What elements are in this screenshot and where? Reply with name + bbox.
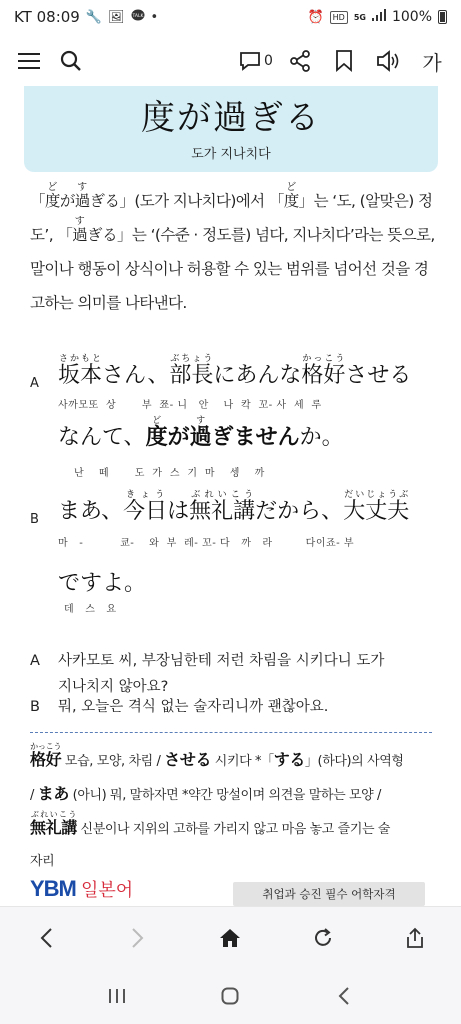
dialog-b-line1-reading: 마 - 쿄- 와 부 레- 꼬- 다 까 라 다이죠- 부	[58, 538, 355, 549]
font-size-button[interactable]	[415, 41, 449, 81]
share-out-button[interactable]	[392, 915, 438, 961]
system-home-icon	[221, 987, 239, 1005]
comment-button[interactable]	[239, 41, 273, 81]
search-button[interactable]	[54, 41, 88, 81]
alarm-icon: ⏰	[307, 9, 324, 25]
wrench-icon: 🔧	[85, 9, 103, 25]
speaker-b-label: B	[30, 512, 39, 527]
search-icon	[60, 50, 82, 72]
intro-paragraph: 「度どが過すぎる」(도가 지나치다)에서 「度ど」는 ‘도, (알맞은) 정도’, 「過すぎる」는 ‘(수준 · 정도를) 넘다, 지나치다’라는 뜻으로, 말이나 행동이 상식이나 허용할 수 있는 범위를 넘어선 것을 경고하는 의미를 나타낸다.	[30, 182, 435, 312]
ybm-logo-sub: 일본어	[80, 880, 134, 901]
speaker-icon	[376, 50, 400, 72]
recent-apps-button[interactable]	[94, 973, 140, 1019]
talk-icon	[131, 9, 145, 26]
carrier-time: KT 08:09	[14, 8, 80, 26]
hd-badge: HD	[330, 11, 348, 24]
brand-row	[30, 876, 440, 906]
share-button[interactable]	[283, 41, 317, 81]
network-label: 5G	[353, 12, 366, 22]
reader-toolbar	[0, 38, 461, 84]
image-icon: 🖼	[108, 9, 125, 25]
dialog-a-line1: 坂本さかもとさん、部長ぶちょうにあんな格好かっこうさせる	[58, 354, 412, 388]
home-icon	[219, 928, 241, 948]
signal-icon	[372, 9, 386, 25]
tts-button[interactable]	[371, 41, 405, 81]
vocabulary-section: 格好かっこう 모습, 모양, 차림 / させる 시키다 *「する」(하다)의 사역형 / まあ (아니) 뭐, 말하자면 *약간 망설이며 의견을 말하는 모양 / 無礼講ぶれいこう 신분이나 지위의 고하를 가리지 않고 마음 놓고 즐기는 술 자리	[30, 742, 404, 869]
battery-text: 100%	[391, 9, 432, 25]
dot-icon: •	[150, 9, 159, 25]
title-kr: 도가 지나치다	[191, 147, 271, 162]
battery-icon	[438, 10, 447, 24]
back-button[interactable]	[23, 915, 69, 961]
svg-text:TALK: TALK	[132, 13, 144, 19]
dialog-a-line1-reading: 사까모또 상 부 쬬- 니 안 나 칵 꼬- 사 세 루	[58, 400, 322, 411]
dashed-divider	[30, 732, 432, 733]
dialog-a-line2: なんて、度どが過すぎませんか。	[58, 416, 344, 450]
home-button[interactable]	[207, 915, 253, 961]
comment-count: 0	[264, 53, 273, 69]
chevron-left-icon	[39, 927, 53, 949]
dialog-b-line2-reading: 데 스 요	[64, 604, 117, 615]
recent-apps-icon	[108, 988, 126, 1004]
system-nav-bar	[0, 968, 461, 1024]
share-icon	[289, 50, 311, 72]
chevron-right-icon	[131, 927, 145, 949]
ybm-logo: YBM	[30, 876, 76, 901]
comment-icon	[239, 51, 261, 71]
forward-button[interactable]	[115, 915, 161, 961]
system-back-button[interactable]	[321, 973, 367, 1019]
reload-button[interactable]	[300, 915, 346, 961]
bookmark-button[interactable]	[327, 41, 361, 81]
font-size-label: 가	[422, 50, 442, 75]
article-content	[0, 86, 461, 906]
system-home-button[interactable]	[207, 973, 253, 1019]
menu-button[interactable]	[12, 41, 46, 81]
browser-bottom-nav	[0, 906, 461, 968]
system-back-icon	[338, 987, 350, 1005]
dialog-b-line1: まあ、今日きょうは無礼講ぶれいこうだから、大丈夫だいじょうぶ	[58, 490, 410, 524]
dialog-a-line2-reading: 난 떼 도 가 스 기 마 셍 까	[74, 468, 265, 479]
title-box	[24, 86, 438, 172]
ad-banner[interactable]: 취업과 승진 필수 어학자격	[233, 882, 425, 906]
translation-a: A 사카모토 씨, 부장님한테 저런 차림을 시키다니 도가 지나치지 않아요?	[30, 653, 385, 695]
bookmark-icon	[335, 50, 353, 72]
translation-b: B 뭐, 오늘은 격식 없는 술자리니까 괜찮아요.	[30, 699, 329, 715]
dialog-b-line2: ですよ。	[58, 571, 147, 596]
reload-icon	[312, 927, 334, 949]
title-jp: 度が過ぎる	[141, 98, 321, 138]
share-out-icon	[405, 927, 425, 949]
speaker-a-label: A	[30, 376, 39, 391]
hamburger-icon	[18, 52, 40, 70]
status-bar	[0, 0, 461, 34]
